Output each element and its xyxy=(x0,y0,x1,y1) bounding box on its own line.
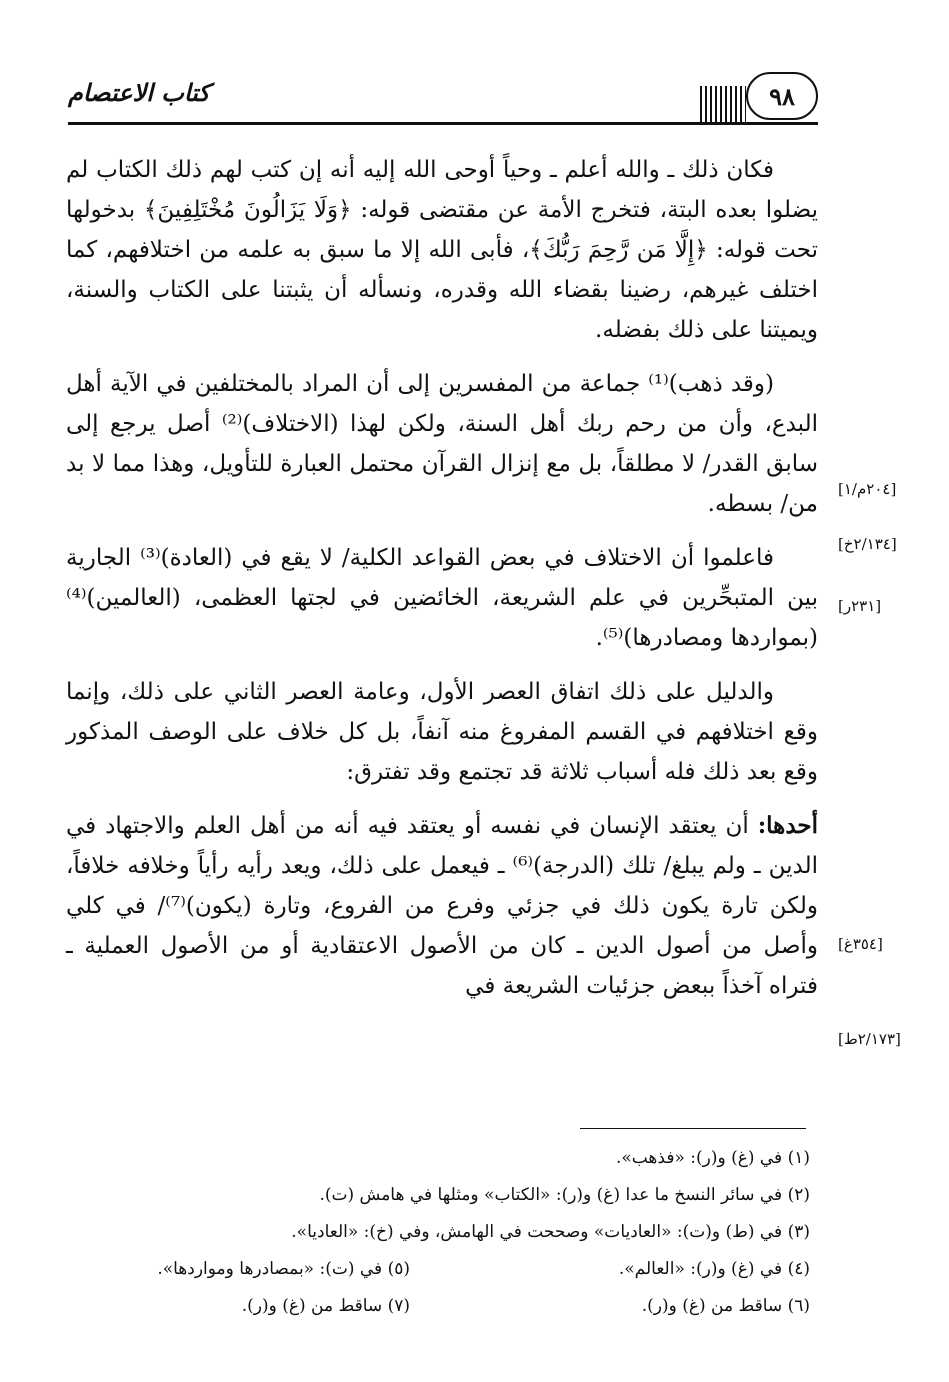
paragraph-5 xyxy=(66,806,818,1006)
page-header xyxy=(68,70,818,130)
main-text xyxy=(66,150,818,1020)
margin-note-5: [٢/١٧٣ط] xyxy=(838,1030,901,1048)
margin-note-2: [٢/١٣٤خ] xyxy=(838,535,897,553)
running-title: كتاب الاعتصام xyxy=(68,78,210,107)
footnote-4: (٤) في (غ) و(ر): «العالم». xyxy=(618,1259,810,1279)
paragraph-2: (وقد ذهب)⁽¹⁾ جماعة من المفسرين إلى أن المراد بالمختلفين في الآية أهل البدع، وأن من رحم ربك أهل السنة، ولكن لهذا (الاختلاف)⁽²⁾ أصل يرجع إلى سابق القدر/ لا مطلقاً، بل مع إنزال القرآن محتمل العبارة للتأويل، وهذا مما لا بد من/ بسطه. xyxy=(66,371,819,517)
paragraph-3: فاعلموا أن الاختلاف في بعض القواعد الكلية/ لا يقع في (العادة)⁽³⁾ الجارية بين المتبحِّرين في علم الشريعة، الخائضين في لجتها العظمى، (العالمين)⁽⁴⁾ (بمواردها ومصادرها)⁽⁵⁾. xyxy=(66,545,818,651)
footnote-1: (١) في (غ) و(ر): «فذهب». xyxy=(615,1148,810,1168)
margin-note-4: [٣٥٤غ] xyxy=(838,935,883,953)
header-rule xyxy=(68,122,818,125)
page-number: ٩٨ xyxy=(746,72,818,120)
footnote-6: (٦) ساقط من (غ) و(ر). xyxy=(641,1296,810,1316)
paragraph-1: فكان ذلك ـ والله أعلم ـ وحياً أوحى الله إليه أنه إن كتب لهم ذلك الكتاب لم يضلوا بعده البتة، فتخرج الأمة عن مقتضى قوله: ﴿وَلَا يَزَالُونَ مُخْتَلِفِينَ﴾ بدخولها تحت قوله: ﴿إِلَّا مَن رَّحِمَ رَبُّكَ﴾، فأبى الله إلا ما سبق به علمه من اختلافهم، كما اختلف غيرهم، رضينا بقضاء الله وقدره، ونسأله أن يثبتنا على الكتاب والسنة، ويميتنا على ذلك بفضله. xyxy=(66,157,818,343)
footnote-row-6-7 xyxy=(66,1288,810,1325)
margin-note-1: [٢٠٤م/١] xyxy=(838,480,897,498)
footnote-rule xyxy=(580,1128,806,1129)
footnote-7: (٧) ساقط من (غ) و(ر). xyxy=(241,1296,410,1316)
footnote-2: (٢) في سائر النسخ ما عدا (غ) و(ر): «الكتاب» ومثلها في هامش (ت). xyxy=(319,1185,810,1205)
margin-note-3: [٢٣١ر] xyxy=(838,597,882,615)
paragraph-5-lead: أحدها: xyxy=(757,812,818,839)
paragraph-4: والدليل على ذلك اتفاق العصر الأول، وعامة العصر الثاني على ذلك، وإنما وقع اختلافهم في القسم المفروغ منه آنفاً، بل كل خلاف على الوصف المذكور وقع بعد ذلك فله أسباب ثلاثة قد تجتمع وقد تفترق: xyxy=(66,679,818,785)
footnote-5: (٥) في (ت): «بمصادرها ومواردها». xyxy=(157,1259,410,1279)
paragraph-5-text: أن يعتقد الإنسان في نفسه أو يعتقد فيه أنه من أهل العلم والاجتهاد في الدين ـ ولم يبلغ/ تلك (الدرجة)⁽⁶⁾ ـ فيعمل على ذلك، ويعد رأيه رأياً وخلافه خلافاً، ولكن تارة يكون ذلك في جزئي وفرع من الفروع، وتارة (يكون)⁽⁷⁾/ في كلي وأصل من أصول الدين ـ كان من الأصول الاعتقادية أو من الأصول العملية ـ فتراه آخذاً ببعض جزئيات الشريعة في xyxy=(66,813,819,999)
footnotes xyxy=(66,1140,810,1325)
footnote-row-4-5 xyxy=(66,1251,810,1288)
header-ornament xyxy=(700,86,746,122)
footnote-3: (٣) في (ط) و(ت): «العاديات» وصححت في الهامش، وفي (خ): «العاديا». xyxy=(291,1222,810,1242)
